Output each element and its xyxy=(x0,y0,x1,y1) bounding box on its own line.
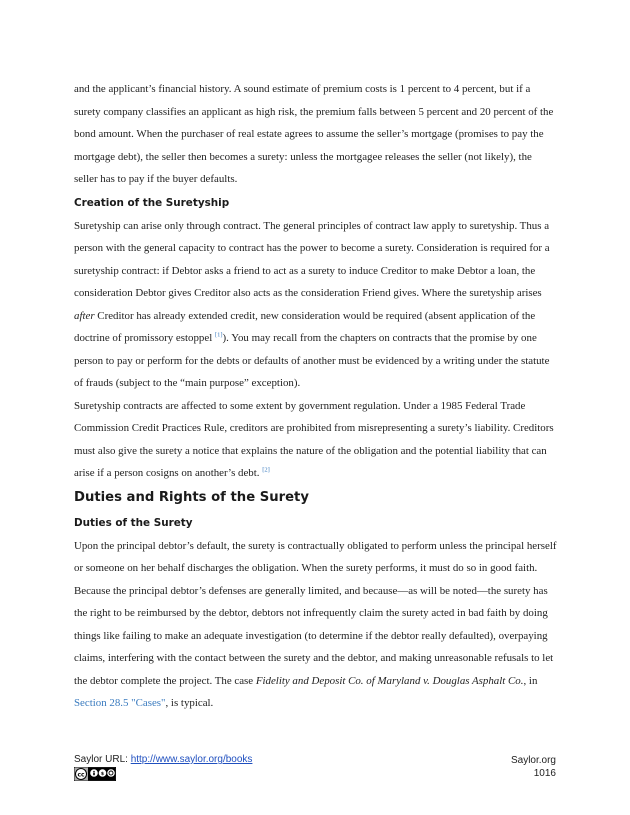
heading-duties-of-surety: Duties of the Surety xyxy=(74,516,193,529)
page-content xyxy=(74,78,558,715)
footnote-link-2[interactable]: [2] xyxy=(262,466,270,474)
paragraph-creation xyxy=(74,215,558,395)
text-span: ). You may recall from the chapters on contracts that the promise by one person to pay or perform for the debts or defaults of another must be evidenced by a writing under the statute of frauds (subject to the “main purpose” exception). xyxy=(74,332,550,389)
page-number: 1016 xyxy=(533,768,556,779)
case-name: Fidelity and Deposit Co. of Maryland v. Douglas Asphalt Co. xyxy=(255,674,524,687)
heading-duties-and-rights: Duties and Rights of the Surety xyxy=(74,489,309,505)
footer-url-label: Saylor URL: xyxy=(74,754,131,765)
paragraph-regulation xyxy=(74,395,558,485)
footer-site: Saylor.org xyxy=(510,755,556,766)
text-span: Suretyship contracts are affected to some extent by government regulation. Under a 1985 Federal Trade Commission Credit Practices Rule, creditors are prohibited from misrepresenting a surety’s liability. Creditors must also give the surety a notice that explains the nature of the obligation and the potential liability that can arise if a person cosigns on another’s debt. xyxy=(74,399,554,479)
text-span: Upon the principal debtor’s default, the surety is contractually obligated to perform unless the principal herself or someone on her behalf discharges the obligation. When the surety performs, it must do so in good faith. Because the principal debtor’s defenses are generally limited, and because—as will be noted—the surety has the right to be reimbursed by the debtor, debtors not infrequently claim the surety acted in bad faith by doing things like failing to make an adequate investigation (to determine if the debtor really defaulted), overpaying claims, interfering with the contact between the surety and the debtor, and making unreasonable refusals to let the debtor complete the project. The case xyxy=(74,539,557,687)
section-cases-link[interactable]: Section 28.5 "Cases" xyxy=(74,697,166,709)
paragraph-duties xyxy=(74,535,558,715)
paragraph-text: and the applicant’s financial history. A sound estimate of premium costs is 1 percent to 4 percent, but if a surety company classifies an applicant as high risk, the premium falls between 5 percent and 20 percent of the bond amount. When the purchaser of real estate agrees to assume the seller’s mortgage (promises to pay the mortgage debt), the seller then becomes a surety: unless the mortgagee releases the seller (not likely), the seller has to pay if the buyer defaults. xyxy=(74,83,554,185)
text-span: Creditor has already extended credit, new consideration would be required (absent application of the doctrine of promissory estoppel xyxy=(74,309,536,344)
text-span: , in xyxy=(523,674,538,687)
creative-commons-by-nc-sa-icon xyxy=(74,767,116,781)
heading-creation-of-suretyship: Creation of the Suretyship xyxy=(74,196,230,209)
footer-url xyxy=(74,754,252,765)
footer-page-info xyxy=(511,754,556,780)
svg-text:$: $ xyxy=(100,772,105,777)
paragraph-premium-costs xyxy=(74,78,558,191)
svg-text:cc: cc xyxy=(77,771,85,779)
text-span: , is typical. xyxy=(165,697,214,709)
footnote-link-1[interactable]: [1] xyxy=(214,331,223,339)
saylor-books-link[interactable]: http://www.saylor.org/books xyxy=(130,754,253,765)
text-span: Suretyship can arise only through contract. The general principles of contract law apply to suretyship. Thus a person with the general capacity to contract has the power to become a surety. Consideration is required for a suretyship contract: if Debtor asks a friend to act as a surety to induce Creditor to make Debtor a loan, the consideration Debtor gives Creditor also acts as the consideration Friend gives. Where the suretyship arises xyxy=(74,219,550,299)
emphasis-after: after xyxy=(74,309,95,322)
